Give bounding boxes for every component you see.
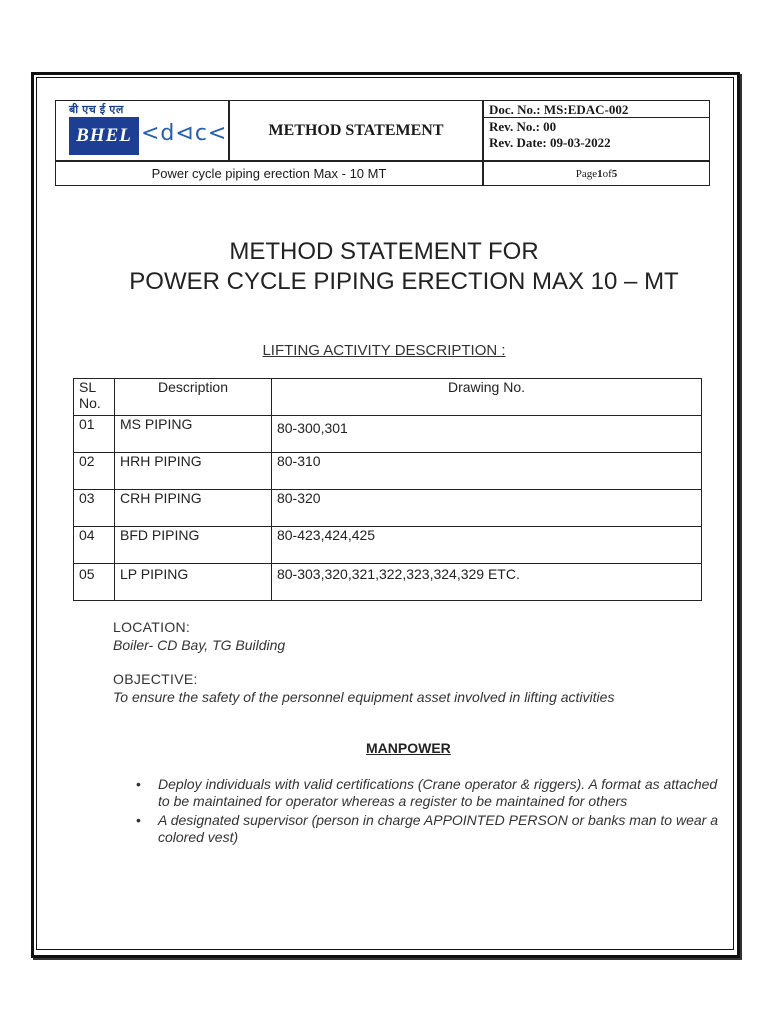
list-item — [132, 812, 732, 846]
column-header-drawing: Drawing No. — [271, 379, 701, 416]
row-description: BFD PIPING — [115, 527, 272, 564]
page-prefix: Page — [575, 167, 598, 180]
row-sl: 02 — [74, 453, 115, 490]
edac-logo: <d⊲c< — [141, 121, 228, 146]
table-row — [74, 453, 702, 490]
objective-label: OBJECTIVE: — [113, 671, 198, 687]
header-title: METHOD STATEMENT — [229, 100, 483, 161]
bullet-icon: • — [136, 776, 141, 792]
row-drawing: 80-303,320,321,322,323,324,329 ETC. — [271, 564, 701, 601]
doc-number: Doc. No.: MS:EDAC-002 — [489, 102, 629, 117]
column-header-description: Description — [115, 379, 272, 416]
location-value: Boiler- CD Bay, TG Building — [113, 637, 286, 653]
table-row — [74, 564, 702, 601]
table-header-row — [74, 379, 702, 416]
doc-divider — [484, 117, 709, 118]
row-description: CRH PIPING — [115, 490, 272, 527]
row-description: LP PIPING — [115, 564, 272, 601]
table-row — [74, 527, 702, 564]
table-row — [74, 416, 702, 453]
list-item — [132, 776, 732, 810]
row-description: HRH PIPING — [115, 453, 272, 490]
row-drawing: 80-300,301 — [271, 416, 701, 453]
header-doc-info — [483, 100, 710, 161]
row-drawing: 80-423,424,425 — [271, 527, 701, 564]
lifting-heading: LIFTING ACTIVITY DESCRIPTION : — [262, 342, 506, 359]
row-sl: 01 — [74, 416, 115, 453]
row-sl: 05 — [74, 564, 115, 601]
page-of: of — [602, 167, 612, 180]
bhel-logo: BHEL — [69, 117, 139, 155]
row-sl: 03 — [74, 490, 115, 527]
main-title-line1: METHOD STATEMENT FOR — [229, 238, 539, 265]
page-indicator — [483, 161, 710, 186]
manpower-list — [132, 776, 732, 848]
table-row — [74, 490, 702, 527]
list-item-text: Deploy individuals with valid certifications (Crane operator & riggers). A format as attached to be maintained for operator whereas a register to be maintained for others — [158, 776, 718, 809]
main-title-line2: POWER CYCLE PIPING ERECTION MAX 10 – MT — [129, 268, 679, 295]
revision-date: Rev. Date: 09-03-2022 — [489, 135, 611, 150]
page-total: 5 — [611, 167, 618, 180]
lifting-table — [73, 378, 702, 601]
row-sl: 04 — [74, 527, 115, 564]
manpower-heading: MANPOWER — [366, 740, 451, 756]
row-drawing: 80-310 — [271, 453, 701, 490]
logo-hindi-text: बी एच ई एल — [69, 104, 124, 116]
column-header-sl: SL No. — [74, 379, 115, 416]
row-description: MS PIPING — [115, 416, 272, 453]
objective-value: To ensure the safety of the personnel equipment asset involved in lifting activities — [113, 689, 615, 705]
header-subtitle: Power cycle piping erection Max - 10 MT — [55, 161, 483, 186]
revision-number: Rev. No.: 00 — [489, 119, 557, 134]
page-current: 1 — [597, 167, 603, 180]
location-label: LOCATION: — [113, 619, 191, 635]
row-drawing: 80-320 — [271, 490, 701, 527]
list-item-text: A designated supervisor (person in charge APPOINTED PERSON or banks man to wear a colored vest) — [158, 812, 718, 845]
bullet-icon: • — [136, 812, 141, 828]
